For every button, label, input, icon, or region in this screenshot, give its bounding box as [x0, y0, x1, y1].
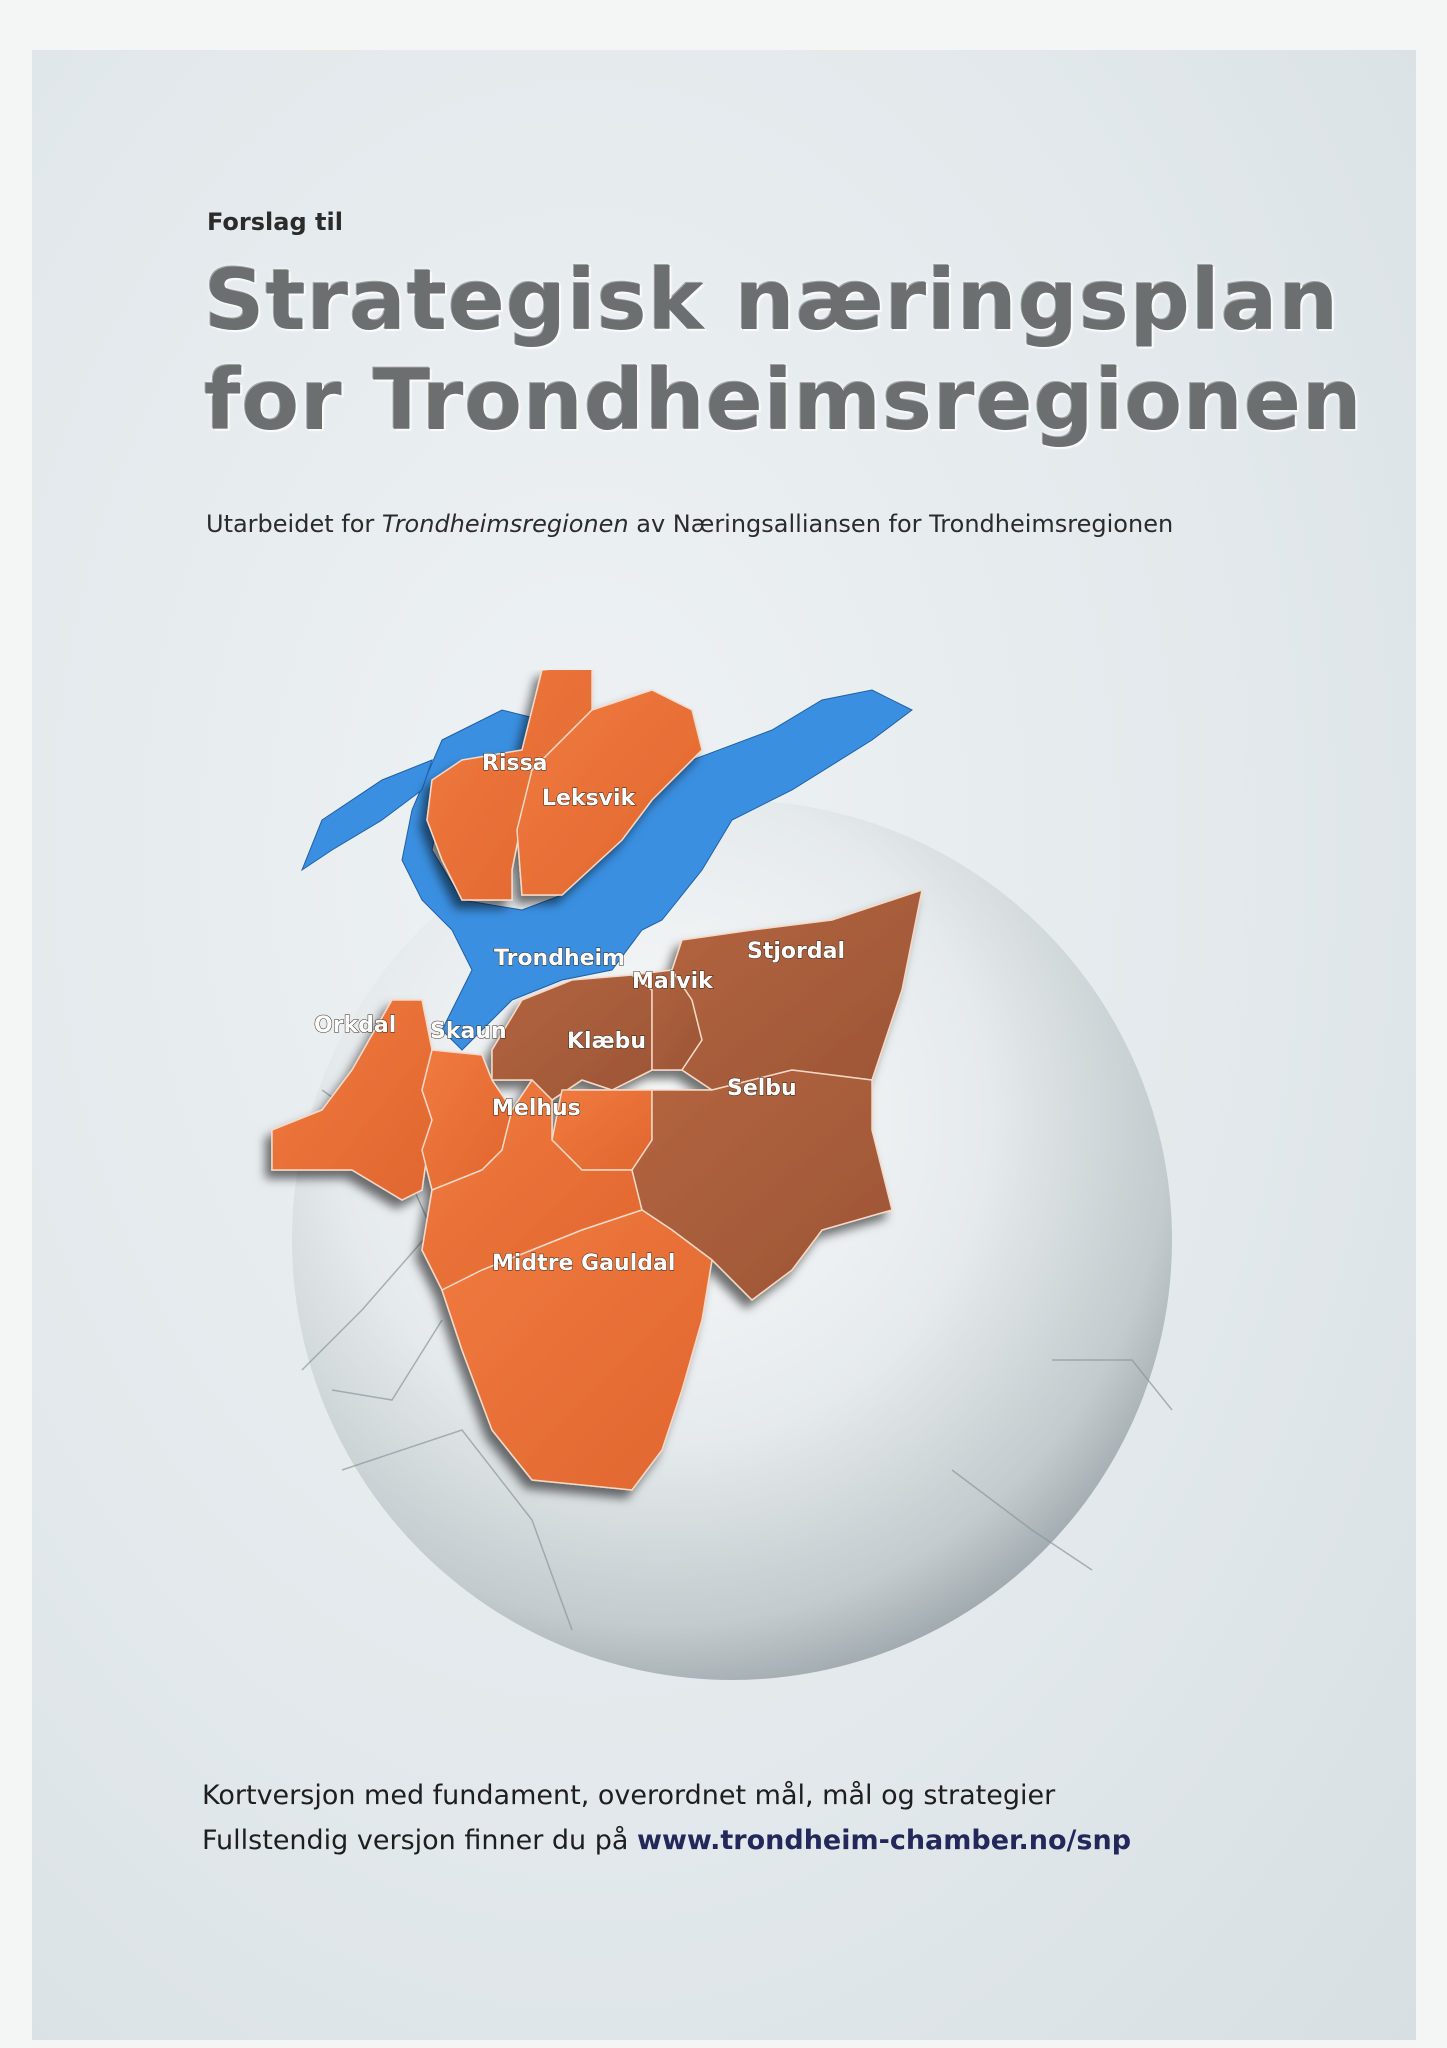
- page: [32, 50, 1416, 2040]
- kicker-text: Forslag til: [207, 208, 343, 236]
- label-selbu: Selbu: [727, 1076, 797, 1101]
- subtitle: [206, 510, 1173, 538]
- label-stjordal: Stjordal: [747, 939, 846, 964]
- region-map: [232, 670, 1232, 1770]
- label-leksvik: Leksvik: [542, 786, 636, 811]
- label-skaun: Skaun: [430, 1019, 507, 1044]
- footer-line-2: [202, 1825, 1131, 1856]
- subtitle-emphasis: Trondheimsregionen: [381, 510, 629, 538]
- snp-link[interactable]: www.trondheim-chamber.no/snp: [637, 1825, 1132, 1856]
- label-midtre-gauldal: Midtre Gauldal: [492, 1251, 676, 1276]
- label-trondheim: Trondheim: [494, 946, 626, 971]
- footer-line-2-prefix: Fullstendig versjon finner du på: [202, 1825, 638, 1856]
- subtitle-prefix: Utarbeidet for: [206, 510, 382, 538]
- title-line-1: Strategisk næringsplan: [204, 251, 1340, 349]
- title-line-2: for Trondheimsregionen: [204, 351, 1363, 449]
- label-orkdal: Orkdal: [314, 1013, 397, 1038]
- label-melhus: Melhus: [492, 1096, 581, 1121]
- footer-line-1: Kortversjon med fundament, overordnet mål, mål og strategier: [202, 1780, 1056, 1811]
- subtitle-suffix: av Næringsalliansen for Trondheimsregionen: [628, 510, 1174, 538]
- label-rissa: Rissa: [482, 751, 548, 776]
- label-malvik: Malvik: [632, 969, 713, 994]
- page-title: [204, 250, 1363, 450]
- label-klaebu: Klæbu: [567, 1029, 647, 1054]
